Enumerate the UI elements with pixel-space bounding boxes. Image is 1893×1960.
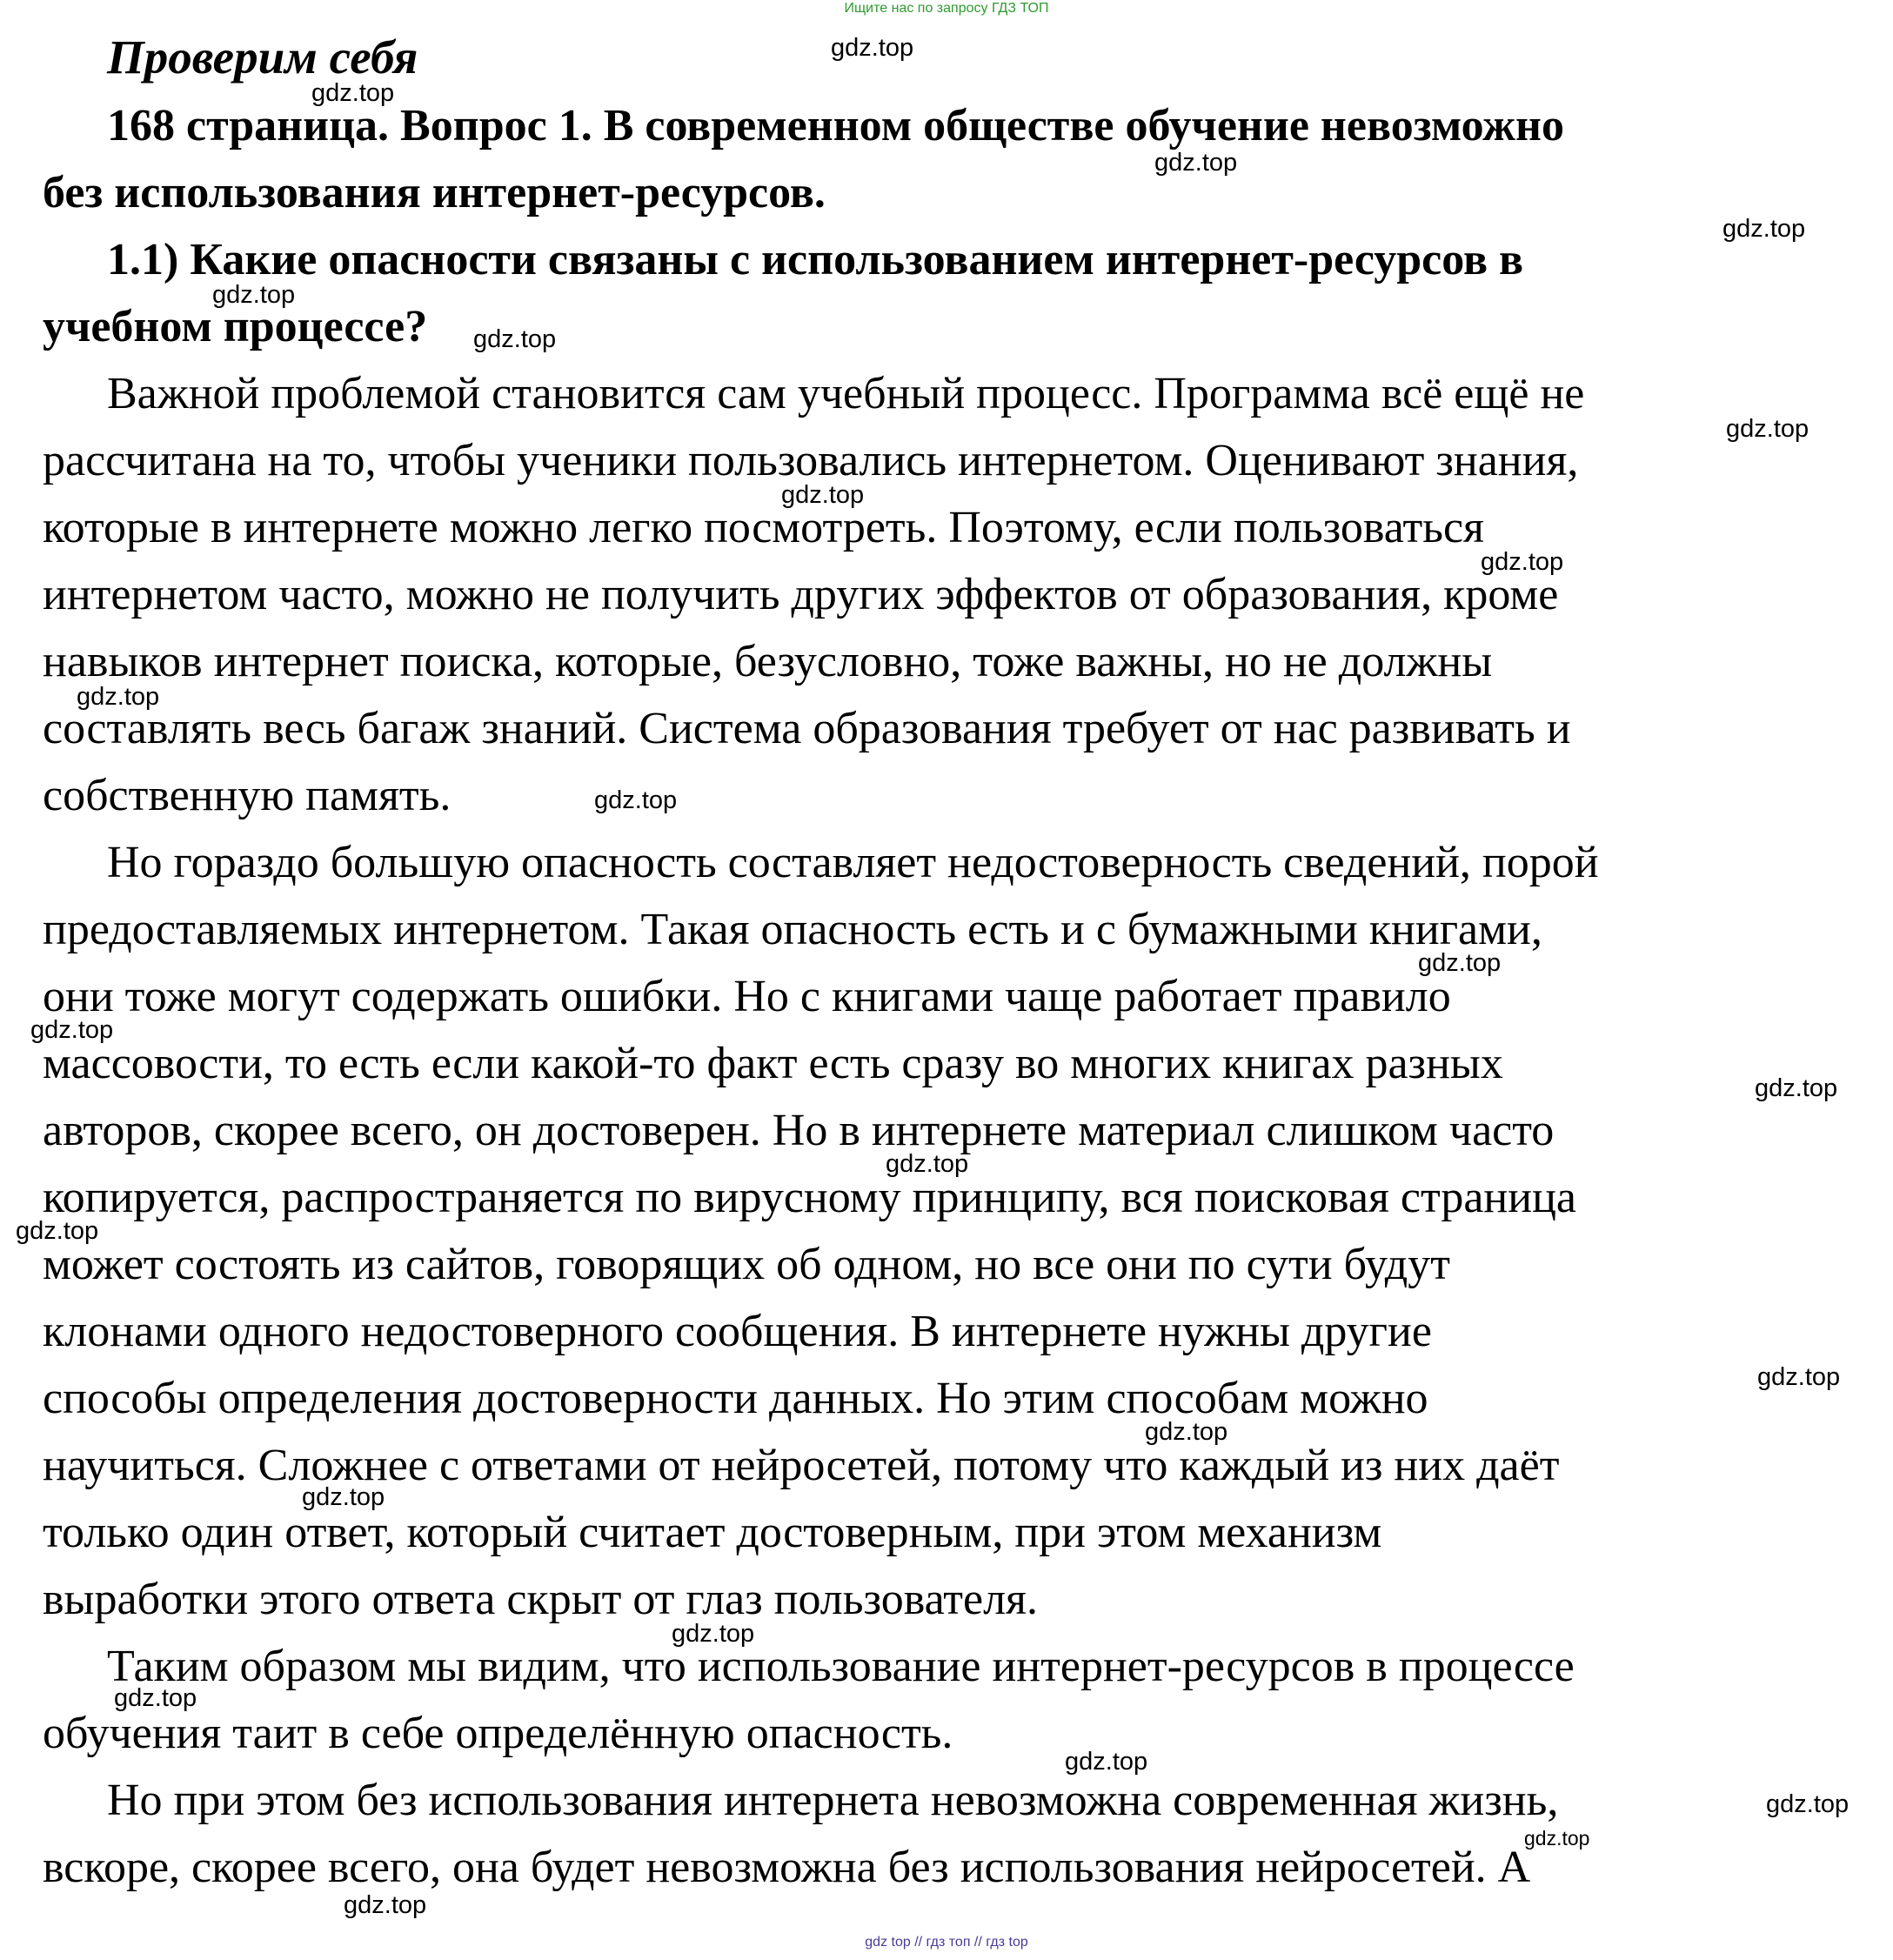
answer-line: предоставляемых интернетом. Такая опасность есть и с бумажными книгами, (43, 905, 1542, 954)
watermark: gdz.top (831, 34, 914, 62)
watermark: gdz.top (473, 325, 557, 353)
answer-line: выработки этого ответа скрыт от глаз пользователя. (43, 1575, 1038, 1624)
watermark: gdz.top (1145, 1418, 1228, 1446)
watermark: gdz.top (1481, 548, 1564, 576)
answer-line: рассчитана на то, чтобы ученики пользовались интернетом. Оценивают знания, (43, 436, 1579, 485)
watermark: gdz.top (781, 481, 865, 509)
answer-line: авторов, скорее всего, он достоверен. Но в интернете материал слишком часто (43, 1106, 1555, 1155)
watermark: gdz.top (302, 1483, 385, 1511)
watermark: gdz.top (1722, 215, 1806, 243)
watermark: gdz.top (1726, 415, 1809, 443)
answer-line: навыков интернет поиска, которые, безусловно, тоже важны, но не должны (43, 637, 1493, 686)
answer-line: Таким образом мы видим, что использование интернет-ресурсов в процессе (107, 1642, 1575, 1691)
watermark: gdz.top (594, 786, 678, 814)
watermark: gdz.top (886, 1150, 969, 1178)
watermark: gdz.top (77, 683, 160, 711)
watermark: gdz.top (1524, 1827, 1590, 1850)
watermark: gdz.top (1418, 949, 1502, 977)
answer-line: Но при этом без использования интернета невозможна современная жизнь, (107, 1776, 1559, 1825)
answer-line: может состоять из сайтов, говорящих об одном, но все они по сути будут (43, 1240, 1450, 1289)
watermark: gdz.top (1154, 149, 1238, 177)
watermark: gdz.top (672, 1620, 755, 1648)
answer-line: массовости, то есть если какой-то факт есть сразу во многих книгах разных (43, 1039, 1503, 1088)
answer-line: способы определения достоверности данных. Но этим способам можно (43, 1374, 1428, 1423)
answer-line: клонами одного недостоверного сообщения. В интернете нужны другие (43, 1307, 1432, 1356)
answer-line: только один ответ, который считает достоверным, при этом механизм (43, 1508, 1382, 1557)
question-line: учебном процессе? (43, 302, 428, 351)
answer-line: вскоре, скорее всего, она будет невозможна без использования нейросетей. А (43, 1843, 1531, 1892)
question-line: 1.1) Какие опасности связаны с использованием интернет-ресурсов в (107, 235, 1524, 284)
top-banner[interactable]: Ищите нас по запросу ГДЗ ТОП (844, 1, 1049, 16)
answer-line: составлять весь багаж знаний. Система образования требует от нас развивать и (43, 704, 1571, 753)
answer-line: Но гораздо большую опасность составляет недостоверность сведений, порой (107, 838, 1599, 887)
watermark: gdz.top (1766, 1790, 1850, 1818)
watermark: gdz.top (1065, 1748, 1148, 1776)
watermark: gdz.top (16, 1217, 99, 1245)
section-heading: Проверим себя (107, 30, 418, 84)
answer-line: которые в интернете можно легко посмотреть. Поэтому, если пользоваться (43, 503, 1484, 552)
answer-line: Важной проблемой становится сам учебный процесс. Программа всё ещё не (107, 369, 1585, 418)
watermark: gdz.top (311, 79, 395, 107)
bottom-banner[interactable]: gdz top // гдз топ // гдз top (865, 1935, 1028, 1950)
watermark: gdz.top (114, 1684, 197, 1712)
watermark: gdz.top (1757, 1363, 1841, 1391)
answer-line: интернетом часто, можно не получить других эффектов от образования, кроме (43, 570, 1559, 619)
answer-line: они тоже могут содержать ошибки. Но с книгами чаще работает правило (43, 972, 1451, 1021)
answer-line: собственную память. (43, 771, 452, 820)
watermark: gdz.top (1755, 1074, 1838, 1102)
answer-line: обучения таит в себе определённую опасность. (43, 1709, 953, 1758)
question-line: 168 страница. Вопрос 1. В современном обществе обучение невозможно (107, 101, 1564, 151)
watermark: gdz.top (344, 1891, 427, 1919)
answer-line: копируется, распространяется по вирусному принципу, вся поисковая страница (43, 1173, 1576, 1222)
watermark: gdz.top (30, 1016, 114, 1044)
watermark: gdz.top (212, 281, 296, 309)
answer-line: научиться. Сложнее с ответами от нейросетей, потому что каждый из них даёт (43, 1441, 1560, 1490)
question-line: без использования интернет-ресурсов. (43, 168, 826, 217)
